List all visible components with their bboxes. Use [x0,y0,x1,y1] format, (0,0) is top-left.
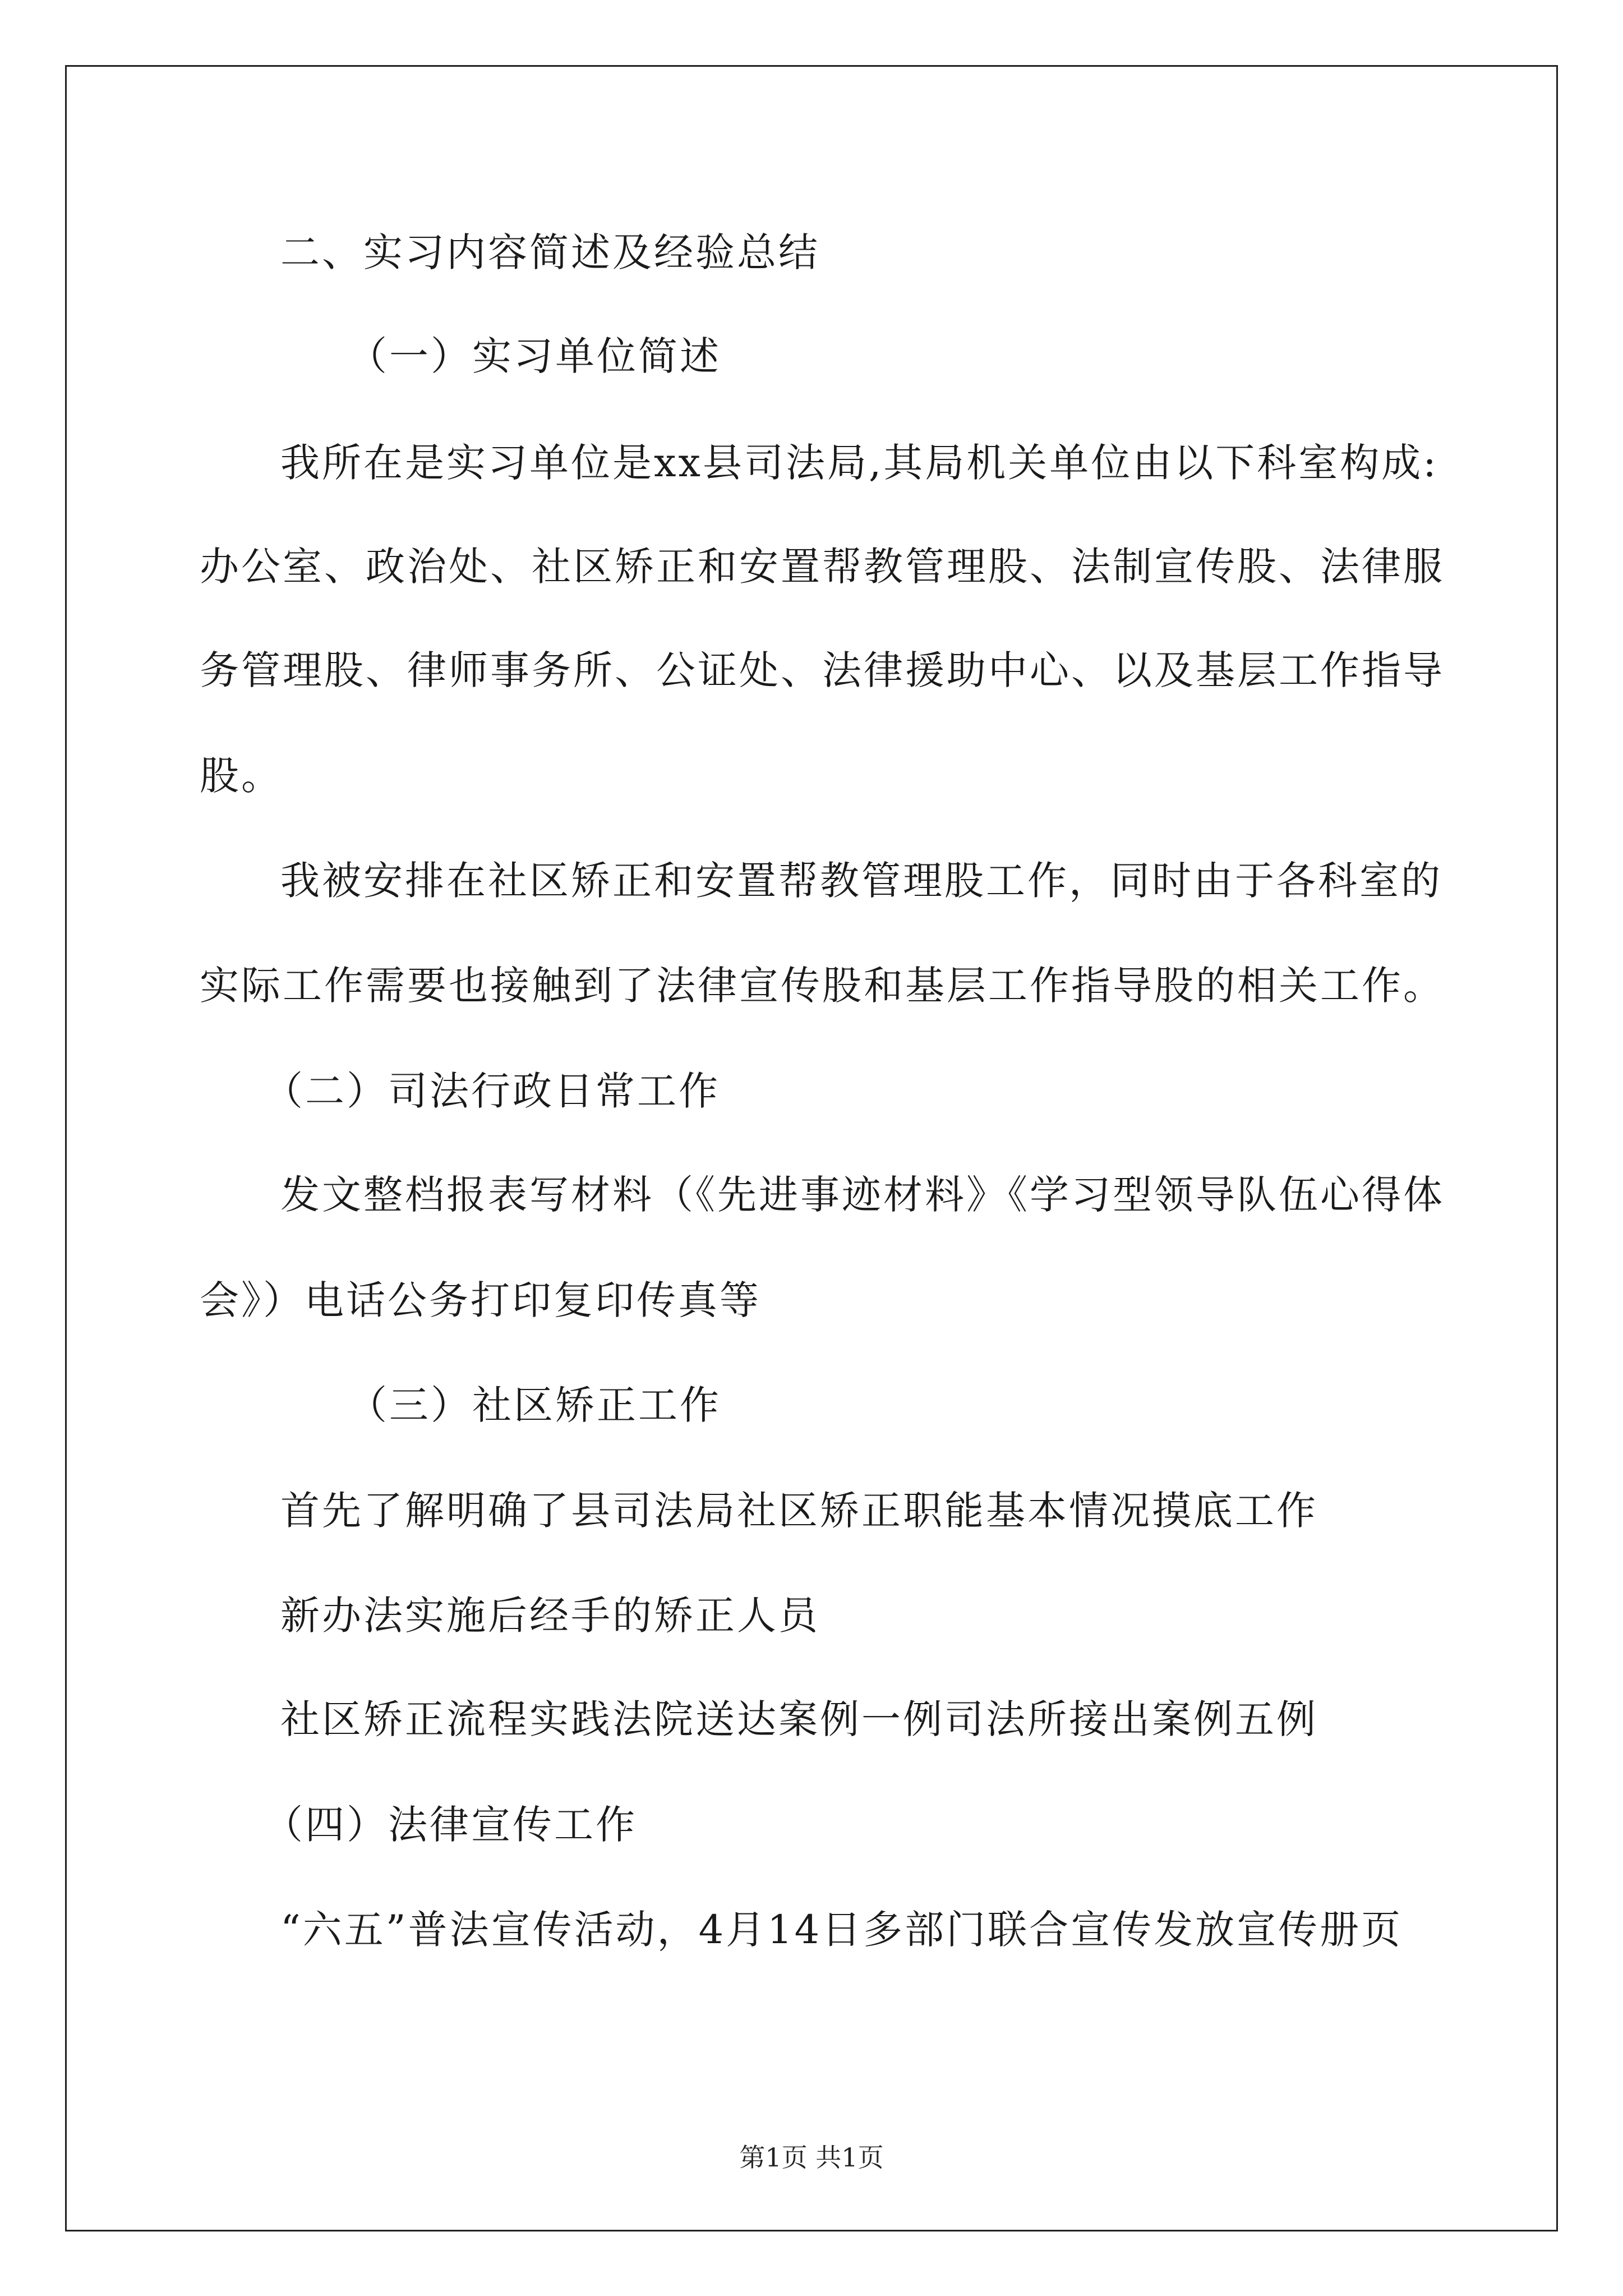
page-footer: 第1页 共1页 [739,2142,884,2173]
paragraph-6: 社区矫正流程实践法院送达案例一例司法所接出案例五例 [280,1696,1318,1742]
section-title-2: （二）司法行政日常工作 [264,1068,720,1114]
paragraph-5: 新办法实施后经手的矫正人员 [280,1593,820,1639]
paragraph-1-line-2: 办公室、政治处、社区矫正和安置帮教管理股、法制宣传股、法律服 [200,544,1445,590]
section-title-3: （三）社区矫正工作 [348,1382,721,1428]
paragraph-3-line-2: 会》）电话公务打印复印传真等 [200,1277,761,1323]
paragraph-3-line-1: 发文整档报表写材料（《先进事迹材料》《学习型领导队伍心得体 [280,1172,1445,1218]
paragraph-1-line-4: 股。 [200,753,283,799]
paragraph-4: 首先了解明确了县司法局社区矫正职能基本情况摸底工作 [280,1488,1318,1534]
paragraph-2-line-1: 我被安排在社区矫正和安置帮教管理股工作，同时由于各科室的 [280,858,1442,904]
paragraph-1-line-1: 我所在是实习单位是xx县司法局,其局机关单位由以下科室构成: [280,440,1438,486]
main-heading: 二、实习内容简述及经验总结 [280,229,820,275]
paragraph-7: “六五”普法宣传活动，4月14日多部门联合宣传发放宣传册页 [280,1907,1403,1953]
paragraph-1-line-3: 务管理股、律师事务所、公证处、法律援助中心、以及基层工作指导 [200,647,1445,693]
section-title-1: （一）实习单位简述 [348,333,721,379]
paragraph-2-line-2: 实际工作需要也接触到了法律宣传股和基层工作指导股的相关工作。 [200,963,1445,1009]
section-title-4: （四）法律宣传工作 [264,1802,637,1848]
